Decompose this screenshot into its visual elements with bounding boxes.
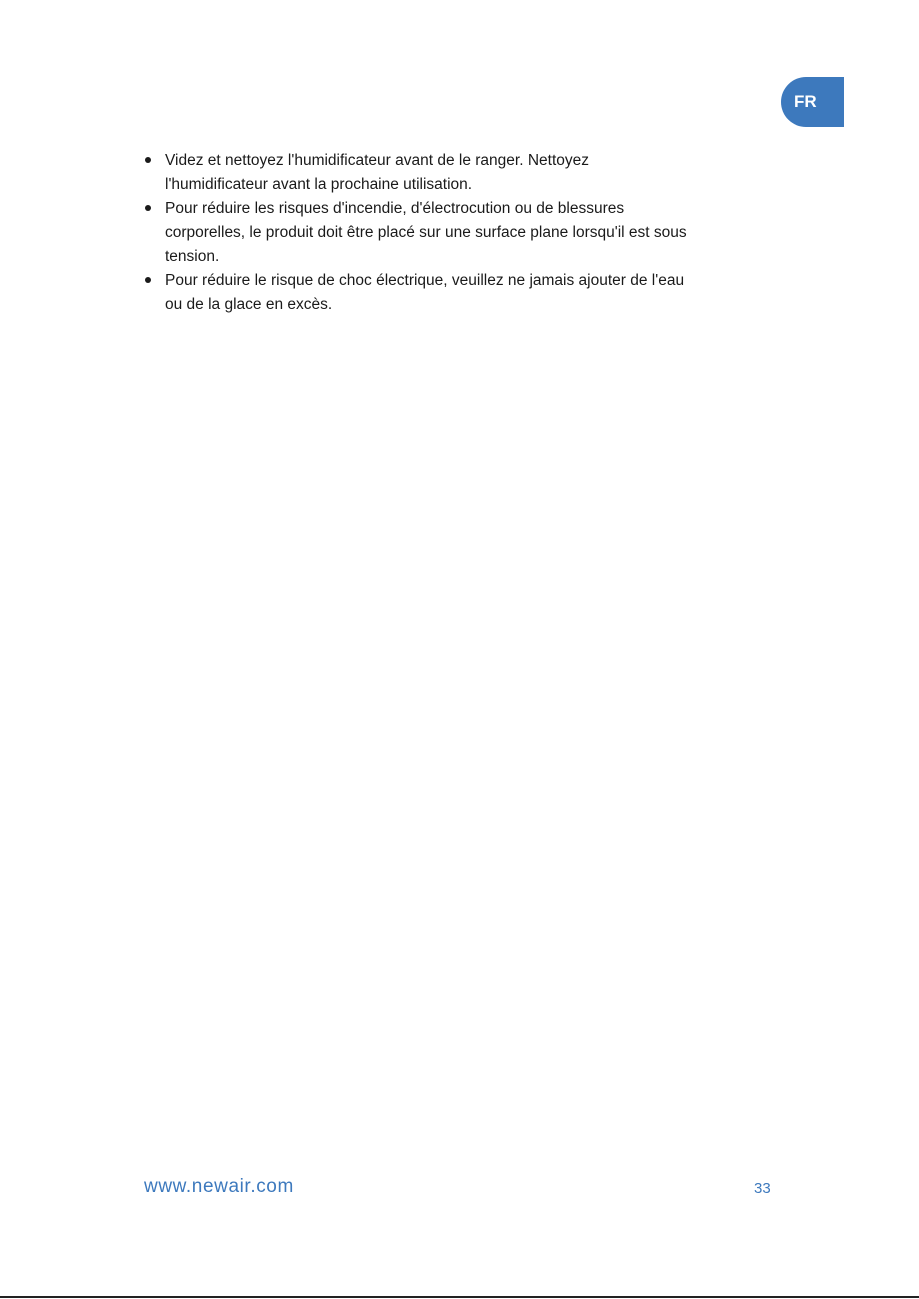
- bullet-line: Pour réduire les risques d'incendie, d'électrocution ou de blessures: [165, 200, 625, 217]
- bottom-divider: [0, 1296, 919, 1298]
- bullet-icon: [145, 157, 151, 163]
- bullet-list: [144, 149, 784, 317]
- bullet-line: Videz et nettoyez l'humidificateur avant de le ranger. Nettoyez: [165, 152, 590, 169]
- footer-website-url: www.newair.com: [144, 1176, 294, 1197]
- bullet-line: tension.: [165, 248, 220, 265]
- bullet-line: ou de la glace en excès.: [165, 296, 333, 313]
- bullet-item-shock-risk: [144, 269, 784, 317]
- bullet-line: Pour réduire le risque de choc électrique, veuillez ne jamais ajouter de l'eau: [165, 272, 685, 289]
- safety-instructions: [144, 149, 784, 317]
- language-tab: FR: [781, 77, 844, 127]
- bullet-icon: [145, 277, 151, 283]
- page-number: 33: [754, 1180, 771, 1197]
- bullet-line: l'humidificateur avant la prochaine utilisation.: [165, 176, 473, 193]
- bullet-icon: [145, 205, 151, 211]
- bullet-item-fire-risk: [144, 197, 784, 269]
- bullet-item-storage: [144, 149, 784, 197]
- bullet-line: corporelles, le produit doit être placé sur une surface plane lorsqu'il est sous: [165, 224, 687, 241]
